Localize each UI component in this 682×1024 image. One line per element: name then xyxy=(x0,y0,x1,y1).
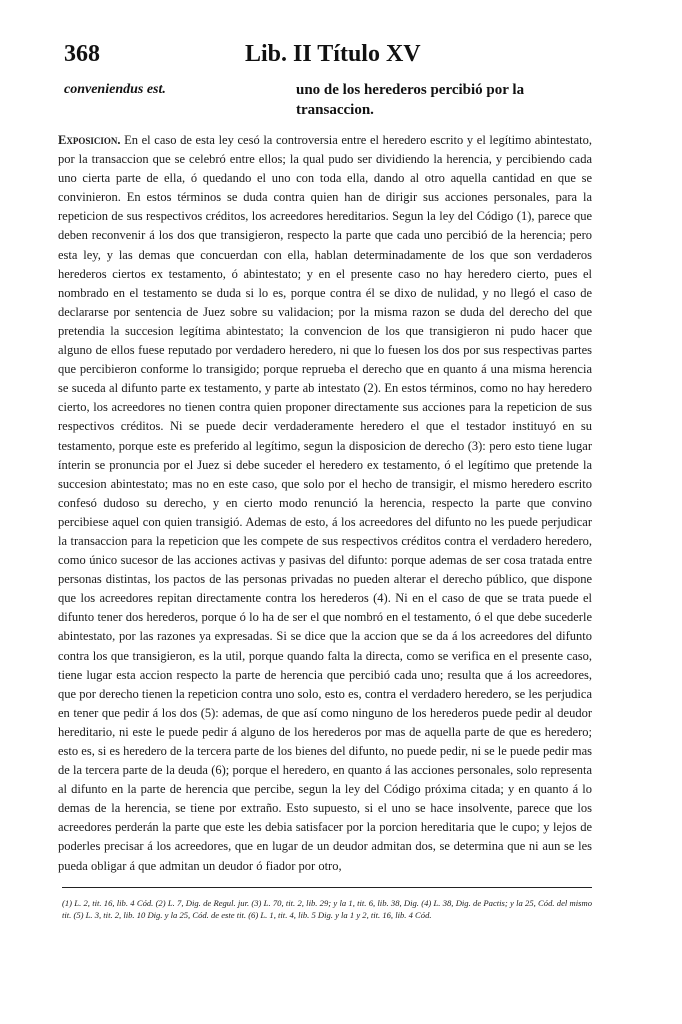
exposition-paragraph xyxy=(58,131,592,876)
continuation-left-column: conveniendus est. xyxy=(64,82,166,97)
exposition-lead: Exposicion. xyxy=(58,133,121,147)
continuation-right-column: uno de los herederos percibió por la transaccion. xyxy=(296,82,525,118)
page-number: 368 xyxy=(64,41,100,67)
running-head: Lib. II Título XV xyxy=(245,41,421,67)
footnote-divider xyxy=(62,887,592,888)
exposition-text: En el caso de esta ley cesó la controversia entre el heredero escrito y el legítimo abintestato, por la transaccion que se celebró entre ellos; la qual pudo ser dividiendo la herencia, y percibiendo cada uno cierta parte de ella, ó quedando el uno con toda ella, dando al otro aquella cantidad en que se convinieron. En estos términos se duda contra quien han de dirigir sus acciones personales, para la repeticion de sus respectivos créditos, los acreedores hereditarios. Segun la ley del Código (1), parece que deben reconvenir á los dos que transigieron, respecto la parte que cada uno percibió de la herencia; pero esta ley, y las demas que concuerdan con ella, hablan determinadamente de los que son verdaderos herederos ciertos ex testamento, ó abintestato; y en el presente caso no hay heredero cierto, pues el nombrado en el testamento se duda si lo es, porque contra él se dixo de nulidad, y no llegó el caso de declararse por sentencia de Juez sobre su validacion; por la misma razon se duda del derecho del que pretendia la succesion legítima abintestato; la convencion de los que transigieron ni pudo hacer que alguno de ellos fuese reputado por verdadero heredero, ni que lo fuesen los dos por sus respectivas partes que percibieron conforme lo transigido; porque repruebа el derecho que en quanto á una misma herencia se suceda al difunto parte ex testamento, y parte ab intestato (2). En estos términos, como no hay heredero cierto, los acreedores no tienen contra quien proponer directamente sus acciones para la repeticion de sus respectivos créditos. Ni se puede decir verdaderamente heredero el que el testador instituyó en su testamento, porque este es preferido al legítimo, segun la disposicion de derecho (3): pero esto tiene lugar ínterin se pronuncia por el Juez si debe suceder el heredero ex testamento, ó el legítimo que pretende la succesion abintestato; mas no en este caso, que solo por el hecho de transigir, el mismo heredero escrito confesó dudoso su derecho, y en cierto modo renunció la herencia, respecto la parte que convino percibiese aquel con quien transigió. Ademas de esto, á los acreedores del difunto no les puede perjudicar la transaccion para la repeticion que les compete de sus respectivos créditos contra el verdadero heredero, como único sucesor de las acciones activas y pasivas del difunto: porque ademas de ser cosa tratada entre personas distintas, los pactos de las personas privadas no pueden alterar el derecho público, que dispone que los acreedores repitan directamente contra los herederos (4). Ni en el caso de que se trata puede el difunto tener dos herederos, porque ó lo ha de ser el que nombró en el testamento, ó el que debe sucederle abintestato, por las razones ya expresadas. Si se dice que la accion que se da á los acreedores del difunto contra los que transigieron, es la util, porque quando falta la directa, como se verifica en el presente caso, tiene lugar esta accion respecto la parte de herencia que percibió cada uno; resulta que á los acreedores, que por derecho tienen la repeticion contra uno solo, esto es, contra el verdadero heredero, se les perjudica en tener que pedir á los dos (5): ademas, de que así como ninguno de los herederos puede pedir al deudor hereditario, ni este le puede pedir á alguno de los herederos por mas de aquella parte de que es heredero; esto es, si es heredero de la tercera parte de los bienes del difunto, no puede pedir, ni se le puede pedir mas de la tercera parte de la deuda (6); porque el heredero, en quanto á las acciones personales, solo representa al difunto en la parte de herencia que percibe, segun la ley del Código próxima citada; y en quanto á lo demas de la herencia, se tiene por extraño. Esto supuesto, si el uno se hace insolvente, parece que los acreedores perderán la parte que este les debia satisfacer por la porcion hereditaria que le cupo; y lejos de poderles precisar á los acreedores, que en lugar de un deudor admitan dos, se determina que ni aun se les pueda obligar á que admitan un deudor ó fiador por otro, xyxy=(58,133,592,873)
footnotes: (1) L. 2, tit. 16, lib. 4 Cód. (2) L. 7, Dig. de Regul. jur. (3) L. 70, tit. 2, lib. 29; y la 1, tit. 6, lib. 38, Dig. (4) L. 38, Dig. de Pactis; y la 25, Cód. del mismo tit. (5) L. 3, tit. 2, lib. 10 Dig. y la 25, Cód. de este tit. (6) L. 1, tit. 4, lib. 5 Dig. y la 1 y 2, tit. 16, lib. 4 Cód. xyxy=(62,898,592,920)
